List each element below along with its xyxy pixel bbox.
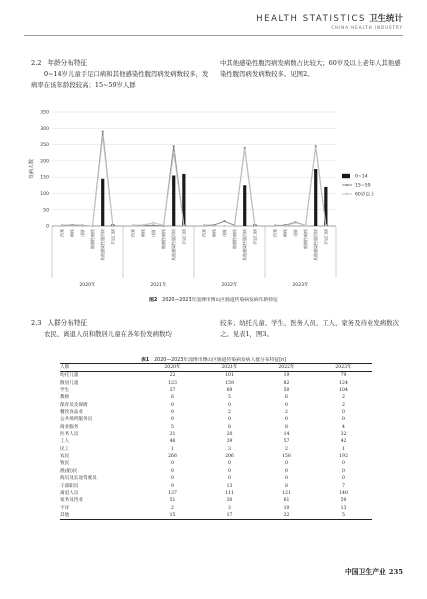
table-cell-count: 0 — [171, 468, 174, 474]
bar-mark — [172, 176, 175, 226]
section-2-3-paragraph-right: 较多；幼托儿童、学生、医务人员、工人、家务及待业发病数次之。见表1，图3。 — [220, 319, 399, 338]
table-row — [60, 475, 372, 482]
y-tick-label: 50 — [43, 208, 49, 214]
y-tick-label: 250 — [40, 143, 49, 149]
table-cell-group: 家务及待业 — [60, 498, 83, 504]
legend-swatch — [346, 193, 348, 195]
table-cell-count: 2 — [342, 402, 345, 408]
x-tick-label: 手足口病 — [252, 229, 258, 245]
table-cell-count: 57 — [283, 439, 290, 445]
table-cell-count: 61 — [283, 498, 290, 504]
table-cell-count: 0 — [171, 402, 174, 408]
table-row — [60, 431, 372, 438]
table-cell-group: 牧民 — [60, 461, 70, 467]
table-row — [60, 483, 372, 490]
table-cell-count: 101 — [225, 373, 234, 379]
table-cell-count: 69 — [226, 388, 233, 394]
table-row — [60, 512, 372, 520]
table-cell-count: 0 — [285, 461, 288, 467]
table-cell-count: 17 — [226, 512, 233, 518]
table-cell-group: 工人 — [60, 439, 70, 445]
y-tick-label: 0 — [46, 224, 49, 230]
table-cell-count: 3 — [228, 505, 231, 511]
table-number: 表1 — [140, 358, 150, 363]
series-line — [133, 146, 184, 226]
table-cell-count: 5 — [342, 512, 345, 518]
table-cell-group: 医务人员 — [60, 432, 79, 438]
table-cell-group: 离退人员 — [60, 490, 79, 496]
legend-swatch — [346, 184, 348, 186]
table-row — [60, 453, 372, 460]
x-tick-label: 痢疾 — [140, 229, 146, 237]
table-cell-group: 不详 — [60, 505, 70, 511]
table-cell-count: 121 — [282, 490, 291, 496]
table-cell-group: 其他 — [60, 512, 70, 518]
table-cell-group: 农民 — [60, 454, 70, 460]
table-title: 2020—2023年淄博市博山区肠道传染病发病人群分布特征[n] — [154, 358, 287, 363]
x-tick-label: 戊肝 — [292, 229, 298, 237]
table-cell-count: 0 — [228, 417, 231, 423]
table-cell-count: 0 — [228, 402, 231, 408]
figure-title: 2020—2023年淄博市博山区肠道传染病发病年龄特征 — [162, 298, 278, 303]
table-row — [60, 460, 372, 467]
x-tick-label: 戊肝 — [79, 229, 85, 237]
section-2-2-paragraph-left: 0~14岁儿童手足口病和其他感染性腹泻病发病数较多，发病率在该年龄段较高；15~59岁人群 — [31, 70, 209, 89]
section-2-2-paragraph-right: 中其他感染性腹泻病发病数占比较大；60岁及以上老年人其他感染性腹泻病发病数较多。见图2。 — [220, 59, 401, 78]
journal-name: 中国卫生产业 — [345, 568, 386, 576]
table-cell-count: 59 — [340, 498, 347, 504]
table-row — [60, 490, 372, 497]
table-header-group: 人群 — [60, 365, 70, 370]
table-cell-count: 10 — [283, 505, 290, 511]
series-point — [173, 152, 175, 154]
table-row — [60, 505, 372, 512]
figure-number: 图2 — [149, 298, 158, 303]
brand-title-en: HEALTH STATISTICS — [256, 14, 366, 24]
table-cell-count: 104 — [339, 388, 348, 394]
table-cell-count: 111 — [225, 490, 234, 496]
figure-2-caption — [0, 296, 427, 303]
table-cell-group: 餐饮食品业 — [60, 410, 83, 416]
x-tick-label: 细菌性痢疾 — [160, 229, 166, 249]
legend-label: 0~14 — [355, 174, 368, 180]
table-cell-group: 干部职员 — [60, 483, 79, 489]
series-point — [274, 225, 276, 227]
section-2-3-heading — [31, 318, 213, 329]
table-cell-count: 1 — [342, 446, 345, 452]
series-point — [61, 225, 63, 227]
y-tick-label: 200 — [40, 159, 49, 165]
table-cell-count: 1 — [171, 446, 174, 452]
table-cell-group: 公共场所服务员 — [60, 417, 93, 423]
table-cell-count: 8 — [285, 424, 288, 430]
series-point — [152, 222, 154, 224]
table-cell-count: 2 — [171, 505, 174, 511]
table-row — [60, 416, 372, 423]
table-cell-count: 206 — [225, 454, 234, 460]
x-tick-label: 戊肝 — [150, 229, 156, 237]
bar-mark — [314, 169, 317, 226]
table-cell-count: 2 — [342, 395, 345, 401]
section-2-2-left — [31, 58, 213, 91]
series-line — [204, 148, 255, 226]
table-header-year: 2021年 — [221, 365, 238, 370]
figure-2-chart — [24, 104, 404, 314]
table-cell-count: 39 — [226, 439, 233, 445]
table-cell-count: 19 — [283, 373, 290, 379]
table-cell-count: 8 — [228, 424, 231, 430]
section-number: 2.2 — [31, 59, 42, 67]
group-label: 2020年 — [79, 283, 96, 288]
series-point — [294, 222, 296, 224]
table-row — [60, 497, 372, 504]
section-2-3-right — [220, 318, 402, 340]
legend-swatch — [342, 174, 350, 178]
x-tick-label: 手足口病 — [181, 229, 187, 245]
series-point — [284, 225, 286, 227]
table-cell-count: 0 — [342, 476, 345, 482]
table-cell-count: 192 — [339, 454, 348, 460]
brand-subtitle: CHINA HEALTH INDUSTRY — [331, 25, 403, 30]
series-point — [223, 220, 225, 222]
table-row — [60, 380, 372, 387]
table-cell-count: 50 — [283, 388, 290, 394]
header-divider — [24, 35, 403, 36]
y-tick-label: 100 — [40, 192, 49, 198]
table-cell-count: 82 — [283, 380, 290, 386]
x-tick-label: 戊肝 — [221, 229, 227, 237]
series-point — [233, 225, 235, 227]
x-tick-label: 其他感染性腹泻病 — [242, 229, 248, 261]
x-tick-label: 伤寒 — [272, 229, 278, 237]
table-cell-count: 6 — [285, 395, 288, 401]
series-point — [102, 130, 104, 132]
series-point — [132, 224, 134, 226]
table-cell-count: 0 — [228, 461, 231, 467]
y-tick-label: 300 — [40, 126, 49, 132]
series-point — [223, 225, 225, 227]
table-cell-group: 民工 — [60, 446, 70, 452]
table-cell-count: 0 — [285, 417, 288, 423]
table-cell-count: 37 — [169, 388, 176, 394]
x-tick-label: 细菌性痢疾 — [231, 229, 237, 249]
legend-label: 60岁以上 — [355, 192, 375, 198]
series-point — [254, 225, 256, 227]
table-1 — [60, 363, 372, 520]
table-cell-count: 2 — [285, 446, 288, 452]
table-cell-group: 保育员及保姆 — [60, 402, 88, 408]
series-point — [152, 224, 154, 226]
table-row — [60, 438, 372, 445]
table-cell-count: 13 — [340, 505, 347, 511]
series-point — [112, 225, 114, 227]
table-cell-count: 51 — [169, 498, 176, 504]
table-cell-count: 123 — [168, 380, 177, 386]
series-line — [275, 148, 326, 226]
table-cell-count: 14 — [283, 432, 290, 438]
x-tick-label: 其他感染性腹泻病 — [171, 229, 177, 261]
table-row — [60, 394, 372, 401]
bar-mark — [101, 179, 104, 226]
table-row — [60, 446, 372, 453]
table-cell-count: 46 — [169, 439, 176, 445]
series-line — [275, 146, 326, 225]
table-cell-count: 5 — [228, 395, 231, 401]
table-cell-count: 0 — [342, 410, 345, 416]
page-number: 235 — [388, 568, 403, 576]
x-tick-label: 伤寒 — [59, 229, 65, 237]
table-cell-count: 4 — [342, 424, 345, 430]
series-point — [304, 224, 306, 226]
section-2-2-heading — [31, 58, 213, 69]
table-cell-group: 渔(船)民 — [60, 468, 78, 474]
table-cell-count: 0 — [171, 461, 174, 467]
table-cell-group: 海员及长途驾驶员 — [60, 476, 97, 482]
table-cell-count: 9 — [171, 483, 174, 489]
table-header-year: 2022年 — [278, 365, 295, 370]
x-tick-label: 细菌性痢疾 — [89, 229, 95, 249]
table-header-year: 2020年 — [164, 365, 181, 370]
section-title: 人群分布特征 — [47, 319, 88, 327]
table-cell-count: 42 — [340, 439, 347, 445]
table-cell-count: 2 — [228, 410, 231, 416]
x-tick-label: 痢疾 — [282, 229, 288, 237]
table-cell-count: 0 — [228, 476, 231, 482]
y-tick-label: 150 — [40, 175, 49, 181]
table-row — [60, 402, 372, 409]
journal-brand — [256, 12, 403, 30]
group-label: 2023年 — [292, 283, 309, 288]
x-tick-label: 其他感染性腹泻病 — [313, 229, 319, 261]
series-point — [325, 224, 327, 226]
table-cell-count: 21 — [169, 432, 176, 438]
group-label: 2022年 — [221, 283, 238, 288]
table-cell-count: 0 — [171, 410, 174, 416]
x-tick-label: 伤寒 — [201, 229, 207, 237]
table-row — [60, 468, 372, 475]
table-header — [60, 364, 372, 372]
series-point — [91, 225, 93, 227]
table-cell-count: 0 — [171, 417, 174, 423]
series-point — [203, 225, 205, 227]
legend-label: 15~59 — [355, 183, 371, 189]
table-cell-count: 7 — [342, 483, 345, 489]
y-tick-label: 350 — [40, 110, 49, 116]
series-line — [62, 132, 113, 226]
table-cell-count: 0 — [342, 468, 345, 474]
y-axis-label: 发病人数 — [29, 158, 35, 180]
section-2-2-right — [220, 58, 402, 80]
table-cell-count: 22 — [169, 373, 176, 379]
series-line — [62, 136, 113, 226]
chart-svg — [24, 104, 404, 294]
table-cell-count: 0 — [342, 461, 345, 467]
table-cell-count: 266 — [168, 454, 177, 460]
table-cell-group: 教师 — [60, 395, 70, 401]
table-row — [60, 409, 372, 416]
section-2-3-paragraph-left: 农民、离退人员和散居儿童在各年份发病数均 — [44, 330, 172, 338]
table-cell-count: 0 — [285, 402, 288, 408]
table-cell-count: 13 — [226, 483, 233, 489]
x-tick-label: 痢疾 — [69, 229, 75, 237]
series-point — [71, 225, 73, 227]
table-header-row — [60, 364, 372, 372]
table-cell-count: 8 — [285, 483, 288, 489]
series-point — [142, 224, 144, 226]
table-cell-count: 0 — [342, 417, 345, 423]
table-header-year: 2023年 — [335, 365, 352, 370]
table-1-caption — [0, 356, 427, 363]
series-point — [162, 224, 164, 226]
table-cell-count: 0 — [171, 476, 174, 482]
table-cell-count: 140 — [339, 490, 348, 496]
table-cell-count: 0 — [285, 468, 288, 474]
table-row — [60, 387, 372, 394]
table-cell-group: 商业服务 — [60, 424, 79, 430]
series-point — [183, 224, 185, 226]
section-title: 年龄分布特征 — [47, 59, 88, 67]
table-cell-count: 20 — [226, 432, 233, 438]
brand-title-cn: 卫生统计 — [368, 14, 403, 24]
table-cell-count: 0 — [285, 476, 288, 482]
x-tick-label: 手足口病 — [110, 229, 116, 245]
series-point — [81, 225, 83, 227]
x-tick-label: 伤寒 — [130, 229, 136, 237]
table-cell-count: 137 — [168, 490, 177, 496]
table-cell-group: 幼托儿童 — [60, 373, 79, 379]
table-cell-count: 79 — [340, 373, 347, 379]
section-number: 2.3 — [31, 319, 42, 327]
table-cell-count: 5 — [171, 424, 174, 430]
table-cell-count: 0 — [228, 468, 231, 474]
table-cell-count: 156 — [282, 454, 291, 460]
table-body — [60, 372, 372, 520]
table-row — [60, 424, 372, 431]
table-cell-count: 3 — [228, 446, 231, 452]
bar-mark — [243, 185, 246, 226]
series-point — [102, 135, 104, 137]
table-row — [60, 372, 372, 380]
series-point — [244, 148, 246, 150]
page-footer — [345, 566, 403, 576]
table-cell-count: 159 — [225, 380, 234, 386]
x-tick-label: 手足口病 — [323, 229, 329, 245]
group-label: 2021年 — [150, 283, 167, 288]
x-tick-label: 其他感染性腹泻病 — [100, 229, 106, 261]
series-point — [173, 145, 175, 147]
x-tick-label: 细菌性痢疾 — [302, 229, 308, 249]
series-point — [213, 225, 215, 227]
table-cell-count: 15 — [169, 512, 176, 518]
table-cell-count: 30 — [226, 498, 233, 504]
table-cell-count: 6 — [171, 395, 174, 401]
brand-title — [256, 12, 403, 24]
section-2-3-left — [31, 318, 213, 340]
table-cell-count: 124 — [339, 380, 348, 386]
series-point — [315, 147, 317, 149]
table-cell-count: 2 — [285, 410, 288, 416]
table-cell-group: 学生 — [60, 388, 70, 394]
x-tick-label: 痢疾 — [211, 229, 217, 237]
table-cell-count: 22 — [283, 512, 290, 518]
table-cell-group: 散居儿童 — [60, 380, 79, 386]
table-cell-count: 32 — [340, 432, 347, 438]
